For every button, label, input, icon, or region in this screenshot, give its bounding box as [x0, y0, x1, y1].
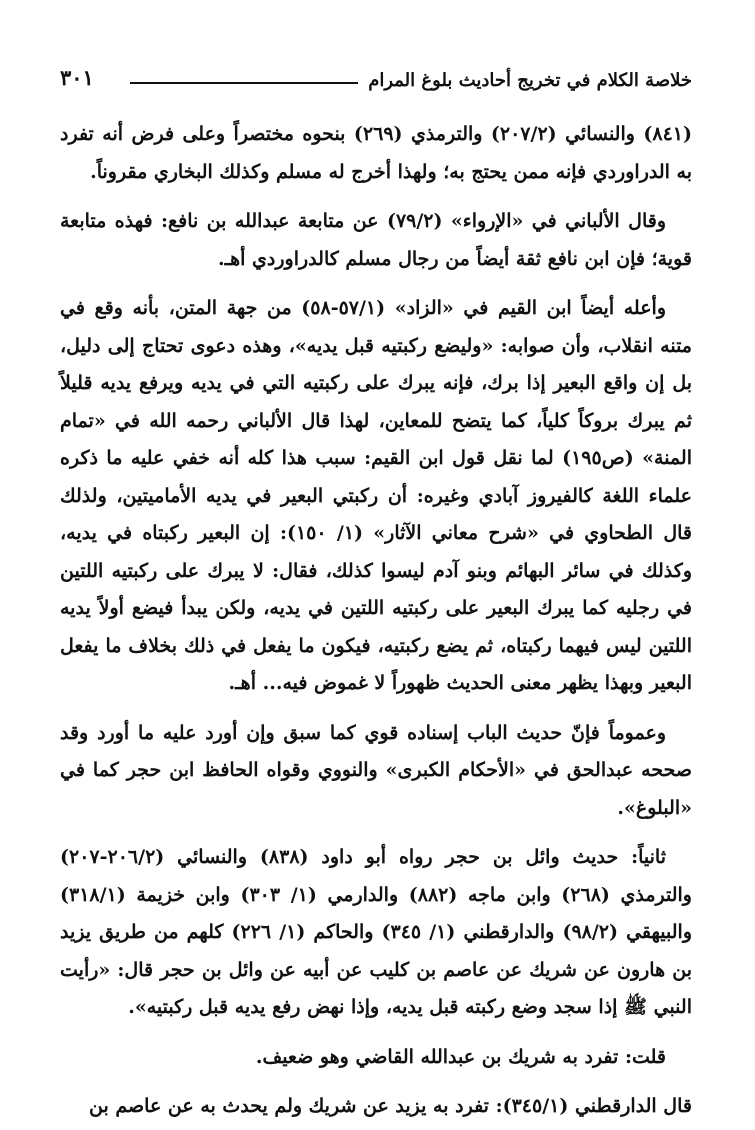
paragraph-summary: وعموماً فإنّ حديث الباب إسناده قوي كما سبق وإن أورد عليه ما أورد وقد صححه عبدالحق في «الأحكام الكبرى» والنووي وقواه الحافظ ابن حجر كما في «البلوغ».	[60, 721, 692, 819]
page-body	[60, 116, 692, 1130]
running-header	[60, 58, 692, 94]
paragraph-wail-hadith: ثانياً: حديث وائل بن حجر رواه أبو داود (٨٣٨) والنسائي (٢٠٦/٢-٢٠٧) والترمذي (٢٦٨) وابن ماجه (٨٨٢) والدارمي (١/ ٣٠٣) وابن خزيمة (٣١٨/١) والبيهقي (٩٨/٢) والدارقطني (١/ ٣٤٥) والحاكم (١/ ٢٢٦) كلهم من طريق يزيد بن هارون عن شريك عن عاصم بن كليب عن أبيه عن وائل بن حجر قال: «رأيت النبي ﷺ إذا سجد وضع ركبته قبل يديه، وإذا نهض رفع يديه قبل ركبتيه».	[60, 846, 692, 1018]
page-number: ٣٠١	[60, 65, 94, 90]
paragraph-note: قلت: تفرد به شريك بن عبدالله القاضي وهو ضعيف.	[255, 1045, 666, 1068]
paragraph-daraqutni: قال الدارقطني (٣٤٥/١): تفرد به يزيد عن شريك ولم يحدث به عن عاصم بن	[89, 1095, 692, 1117]
paragraph-continuation: (٨٤١) والنسائي (٢٠٧/٢) والترمذي (٢٦٩) بنحوه مختصراً وعلى فرض أنه تفرد به الدراوردي فإنه ممن يحتج به؛ ولهذا أخرج له مسلم وكذلك البخاري مقروناً.	[60, 123, 692, 183]
paragraph-albani-irwaa: وقال الألباني في «الإرواء» (٧٩/٢) عن متابعة عبدالله بن نافع: فهذه متابعة قوية؛ فإن ابن نافع ثقة أيضاً من رجال مسلم كالدراوردي أهـ.	[60, 210, 692, 270]
paragraph-ibn-alqayyim: وأعله أيضاً ابن القيم في «الزاد» (٥٧/١-٥٨) من جهة المتن، بأنه وقع في متنه انقلاب، وأن صوابه: «وليضع ركبتيه قبل يديه»، وهذه دعوى تحتاج إلى دليل، بل إن واقع البعير إذا برك، فإنه يبرك على ركبتيه التي في يديه ويرفع يديه قليلاً ثم يبرك بروكاً كلياً، كما يتضح للمعاين، لهذا قال الألباني رحمه الله في «تمام المنة» (ص١٩٥) لما نقل قول ابن القيم: سبب هذا كله أنه خفي عليه ما ذكره علماء اللغة كالفيروز آبادي وغيره: أن ركبتي البعير في يديه الأماميتين، ولذلك قال الطحاوي في «شرح معاني الآثار» (١/ ١٥٠): إن البعير ركبتاه في يديه، وكذلك في سائر البهائم وبنو آدم ليسوا كذلك، فقال: لا يبرك على ركبتيه اللتين في رجليه كما يبرك البعير على ركبتيه اللتين في يديه، ولكن يبدأ فيضع أولاً يديه اللتين ليس فيهما ركبتاه، ثم يضع ركبتيه، فيكون ما يفعل في ذلك بخلاف ما يفعل البعير وبهذا يظهر معنى الحديث ظهوراً لا غموض فيه... أهـ.	[60, 297, 692, 694]
header-rule	[130, 82, 358, 84]
book-title: خلاصة الكلام في تخريج أحاديث بلوغ المرام	[368, 70, 692, 91]
